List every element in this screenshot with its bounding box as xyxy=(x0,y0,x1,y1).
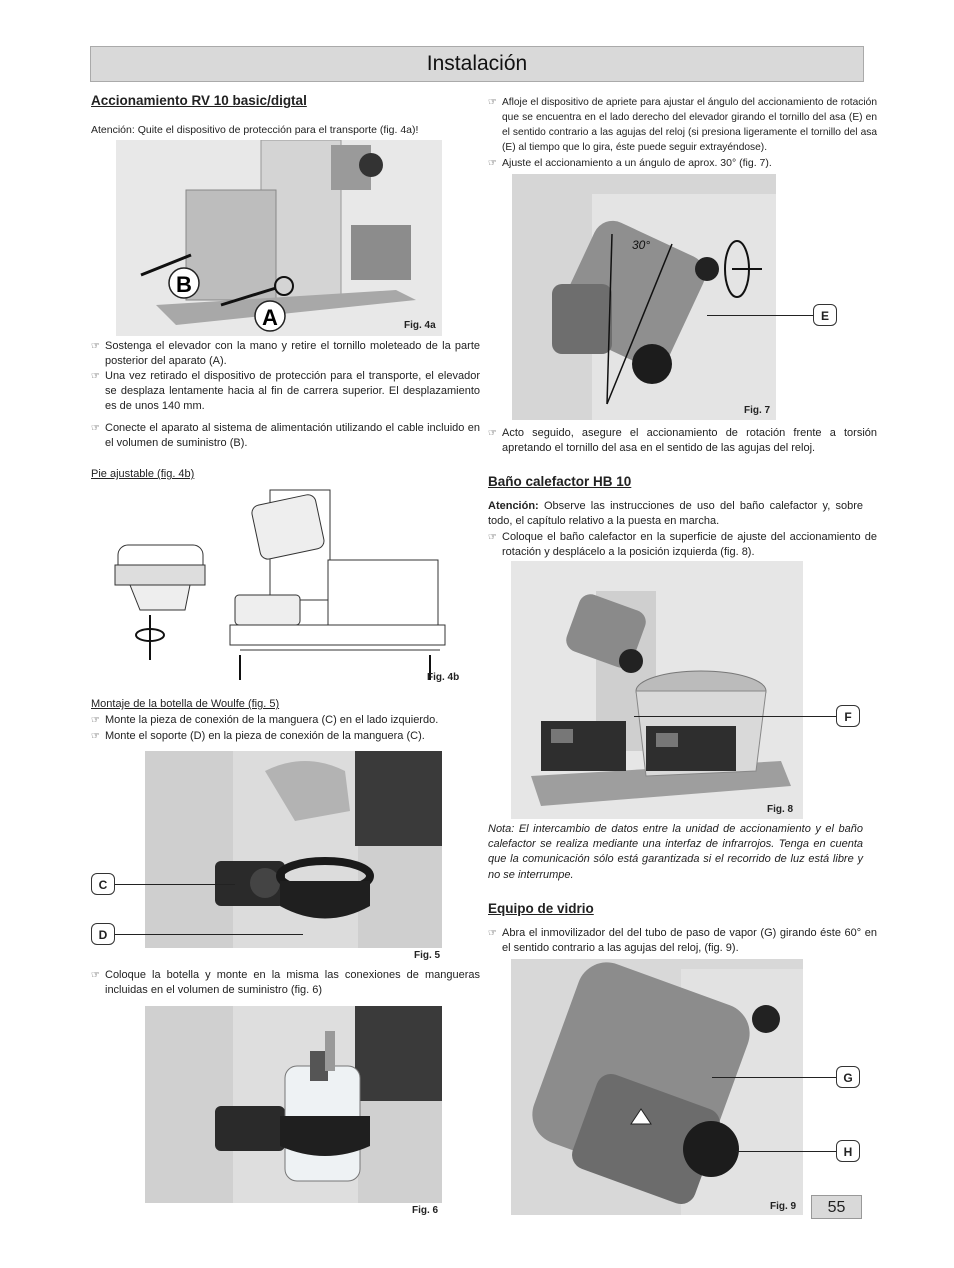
hand-pointer-icon: ☞ xyxy=(91,371,100,382)
drive-step-3: ☞ Conecte el aparato al sistema de alimentación utilizando el cable incluido en el volumen de suministro (B). xyxy=(91,422,480,450)
woulfe-step-2: ☞ Monte el soporte (D) en la pieza de conexión de la manguera (C). xyxy=(91,729,480,744)
woulfe-step-1: ☞ Monte la pieza de conexión de la manguera (C) en el lado izquierdo. xyxy=(91,713,480,728)
figure-4a-caption: Fig. 4a xyxy=(404,320,436,331)
section-title-adjustable-foot: Pie ajustable (fig. 4b) xyxy=(91,468,195,480)
heating-bath-step-1: ☞ Coloque el baño calefactor en la superficie de ajuste del accionamiento de rotación y desplácelo a la posición izquierda (fig. 8). xyxy=(488,531,877,559)
angle-step-3: ☞ Acto seguido, asegure el accionamiento de rotación frente a torsión apretando el tornillo del asa en el sentido de las agujas del reloj. xyxy=(488,427,877,455)
figure-8 xyxy=(511,561,803,819)
figure-8-leader-f xyxy=(634,716,836,717)
figure-7-leader-e xyxy=(707,315,813,316)
hand-pointer-icon: ☞ xyxy=(488,158,497,169)
figure-9-leader-h xyxy=(736,1151,836,1152)
hand-pointer-icon: ☞ xyxy=(488,428,497,439)
figure-4b xyxy=(110,485,465,685)
section-title-glassware: Equipo de vidrio xyxy=(488,901,594,916)
hand-pointer-icon: ☞ xyxy=(488,928,497,939)
hand-pointer-icon: ☞ xyxy=(488,97,497,108)
figure-7-illustration xyxy=(512,174,776,420)
figure-5-label-d: D xyxy=(91,923,115,945)
page-title: Instalación xyxy=(90,46,864,82)
figure-4b-caption: Fig. 4b xyxy=(427,672,460,683)
figure-9-illustration xyxy=(511,959,803,1215)
figure-9 xyxy=(511,959,803,1215)
figure-6 xyxy=(145,1006,442,1203)
page-number: 55 xyxy=(811,1195,862,1219)
figure-9-caption: Fig. 9 xyxy=(770,1201,797,1212)
figure-7-angle-label: 30° xyxy=(632,238,651,252)
figure-6-illustration xyxy=(145,1006,442,1203)
woulfe-step-3: ☞ Coloque la botella y monte en la misma las conexiones de mangueras incluidas en el volumen de suministro (fig. 6) xyxy=(91,969,480,997)
section-title-drive: Accionamiento RV 10 basic/digtal xyxy=(91,93,307,108)
figure-4a-label-b: B xyxy=(176,272,192,297)
heating-bath-attention: Atención: Observe las instrucciones de uso del baño calefactor y, sobre todo, el capítulo relativo a la puesta en marcha. xyxy=(488,500,864,528)
figure-8-caption: Fig. 8 xyxy=(767,804,794,815)
figure-4a-label-a: A xyxy=(262,305,278,330)
figure-4b-illustration xyxy=(110,485,465,685)
figure-6-caption: Fig. 6 xyxy=(412,1205,439,1216)
figure-8-illustration xyxy=(511,561,803,819)
hand-pointer-icon: ☞ xyxy=(91,731,100,742)
drive-step-2: ☞ Una vez retirado el dispositivo de protección para el transporte, el elevador se desplaza lentamente hacia al fin de carrera superior. El desplazamiento es de unos 140 mm. xyxy=(91,370,480,413)
figure-5-label-c: C xyxy=(91,873,115,895)
angle-step-1: ☞ Afloje el dispositivo de apriete para ajustar el ángulo del accionamiento de rotación que se encuentra en el lado derecho del elevador girando el tornillo del asa (E) en el sentido contrario a las agujas del reloj (si presiona ligeramente el tornillo del asa (E) al tiempo que lo gira, éste puede seguir extrayéndose). xyxy=(488,97,877,153)
hand-pointer-icon: ☞ xyxy=(91,970,100,981)
figure-4a-illustration xyxy=(116,140,442,336)
figure-5-illustration xyxy=(145,751,442,948)
drive-intro: Atención: Quite el dispositivo de protección para el transporte (fig. 4a)! xyxy=(91,124,419,136)
hand-pointer-icon: ☞ xyxy=(91,423,100,434)
hand-pointer-icon: ☞ xyxy=(488,532,497,543)
glassware-step-1: ☞ Abra el inmovilizador del del tubo de paso de vapor (G) girando éste 60° en el sentido contrario a las agujas del reloj, (fig. 9). xyxy=(488,927,877,955)
figure-4a xyxy=(116,140,442,336)
hand-pointer-icon: ☞ xyxy=(91,715,100,726)
figure-7 xyxy=(512,174,776,420)
figure-5-leader-d xyxy=(115,934,303,935)
figure-7-caption: Fig. 7 xyxy=(744,405,771,416)
figure-5-leader-c xyxy=(115,884,235,885)
figure-9-label-g: G xyxy=(836,1066,860,1088)
heating-bath-note: Nota: El intercambio de datos entre la unidad de accionamiento y el baño calefactor se realiza mediante una interfaz de infrarrojos. Tenga en cuenta que la comunicación sólo está garantizada si el recorrido de luz está libre y no se interrumpe. xyxy=(488,823,863,881)
hand-pointer-icon: ☞ xyxy=(91,341,100,352)
figure-5 xyxy=(145,751,442,948)
figure-5-caption: Fig. 5 xyxy=(414,950,441,961)
figure-9-label-h: H xyxy=(836,1140,860,1162)
section-title-woulfe-bottle: Montaje de la botella de Woulfe (fig. 5) xyxy=(91,698,280,710)
drive-step-1: ☞ Sostenga el elevador con la mano y retire el tornillo moleteado de la parte posterior del aparato (A). xyxy=(91,340,480,368)
figure-8-label-f: F xyxy=(836,705,860,727)
figure-9-leader-g xyxy=(712,1077,836,1078)
angle-step-2: ☞ Ajuste el accionamiento a un ángulo de aprox. 30° (fig. 7). xyxy=(488,156,877,171)
section-title-heating-bath: Baño calefactor HB 10 xyxy=(488,474,632,489)
figure-7-label-e: E xyxy=(813,304,837,326)
